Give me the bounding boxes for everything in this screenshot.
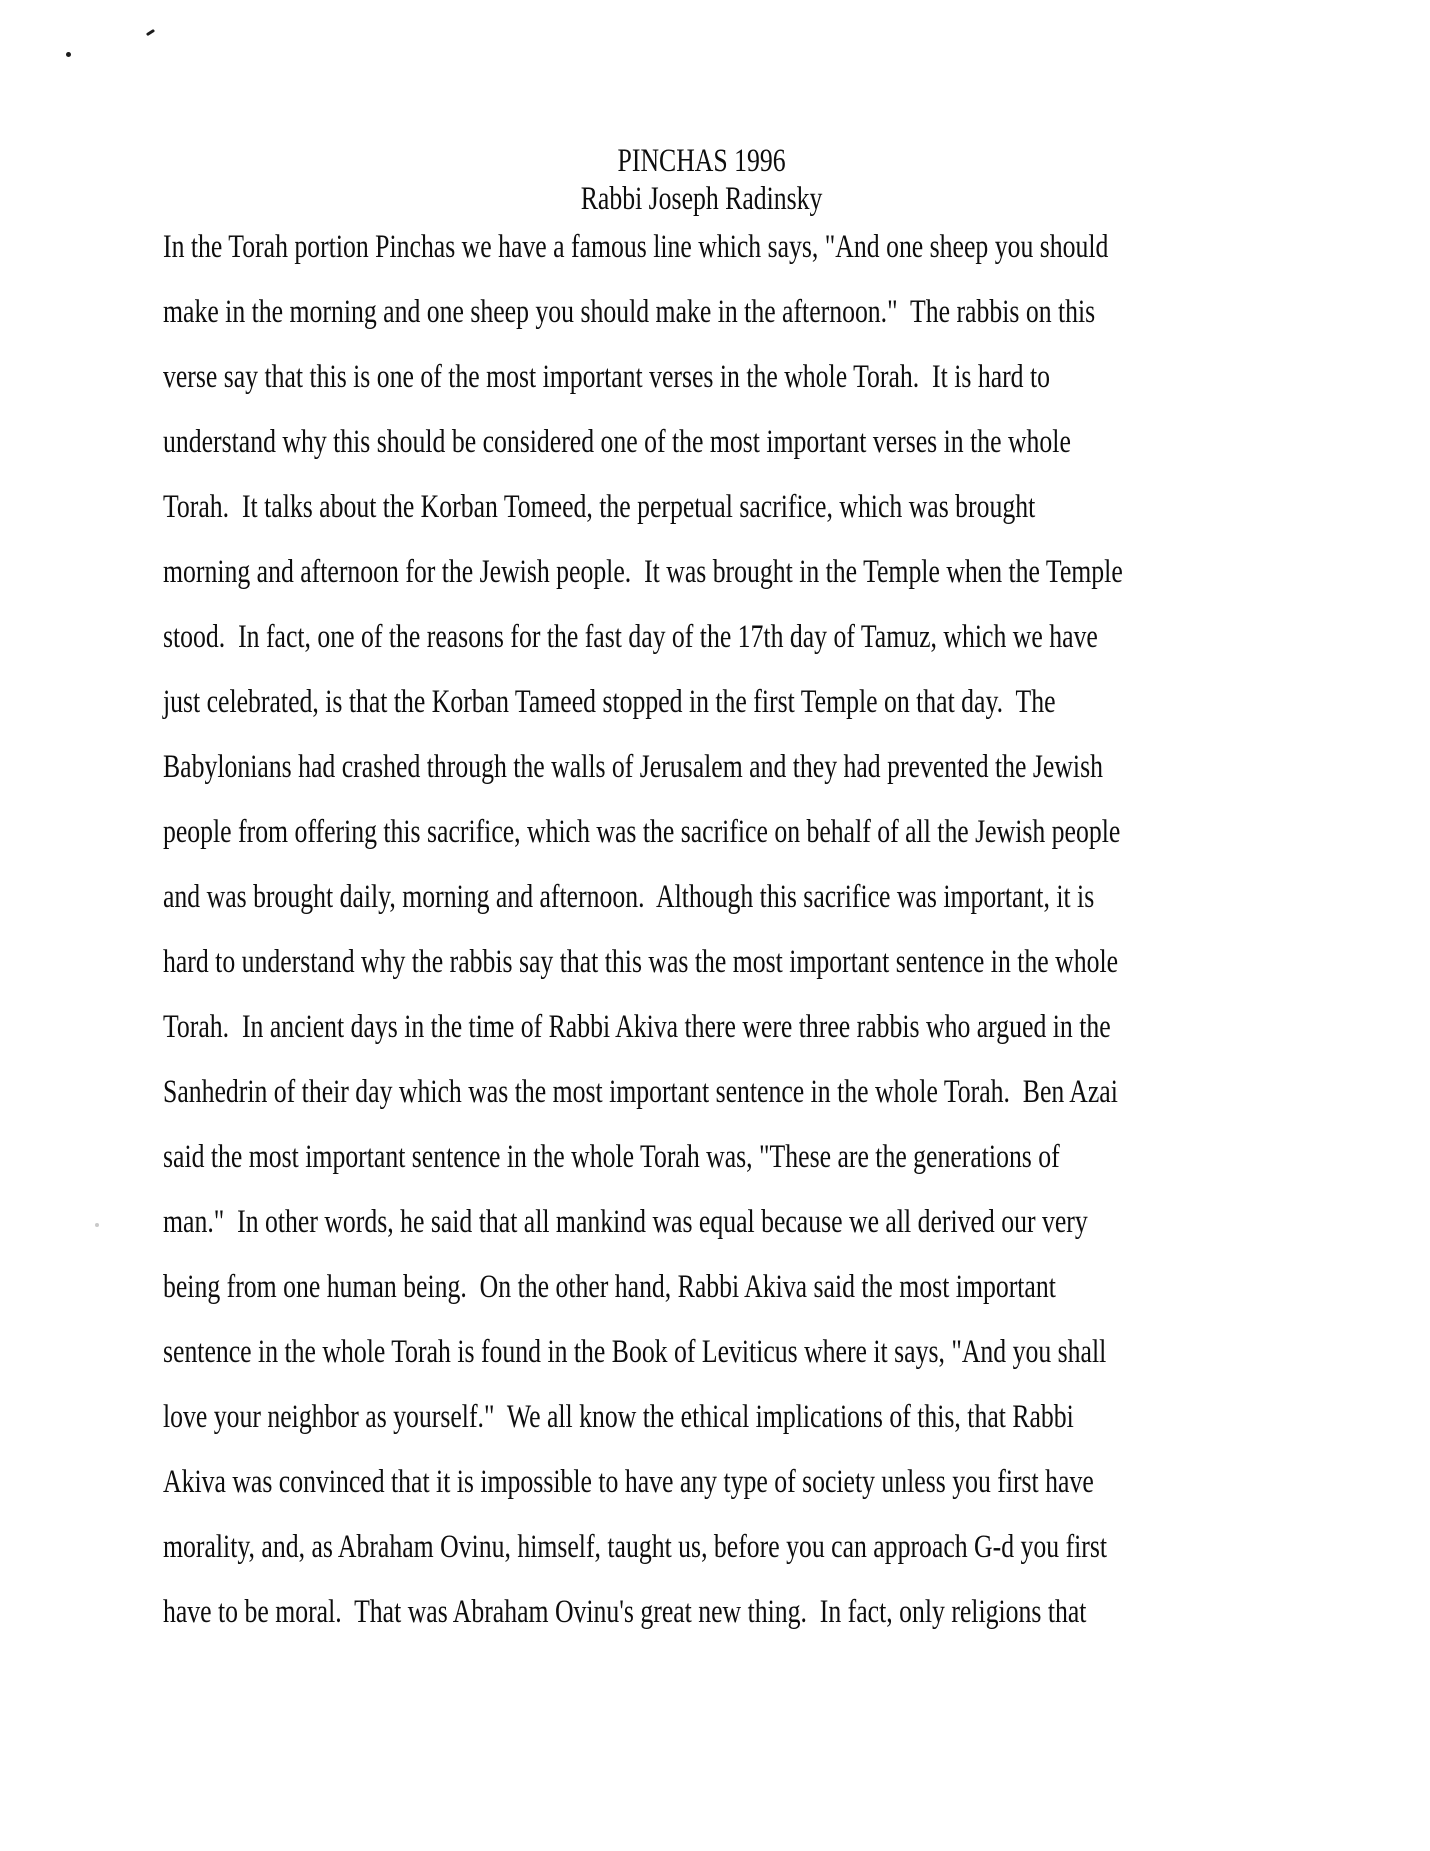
scan-speck <box>95 1223 99 1227</box>
text-line: Sanhedrin of their day which was the most important sentence in the whole Torah. Ben Azai <box>163 1074 1118 1110</box>
text-line: being from one human being. On the other hand, Rabbi Akiva said the most important <box>163 1269 1056 1305</box>
text-line: people from offering this sacrifice, which was the sacrifice on behalf of all the Jewish people <box>163 814 1121 850</box>
text-line: man." In other words, he said that all mankind was equal because we all derived our very <box>163 1204 1088 1240</box>
document-title: PINCHAS 1996 <box>617 143 786 179</box>
text-line: verse say that this is one of the most important verses in the whole Torah. It is hard to <box>163 359 1051 395</box>
text-line: In the Torah portion Pinchas we have a famous line which says, "And one sheep you should <box>163 229 1109 265</box>
text-line: said the most important sentence in the whole Torah was, "These are the generations of <box>163 1139 1060 1175</box>
document-text <box>163 142 1240 1645</box>
text-line: sentence in the whole Torah is found in the Book of Leviticus where it says, "And you shall <box>163 1334 1107 1370</box>
text-line: Torah. It talks about the Korban Tomeed, the perpetual sacrifice, which was brought <box>163 489 1036 525</box>
text-line: make in the morning and one sheep you should make in the afternoon." The rabbis on this <box>163 294 1096 330</box>
text-line: Babylonians had crashed through the walls of Jerusalem and they had prevented the Jewish <box>163 749 1103 785</box>
text-line: morality, and, as Abraham Ovinu, himself, taught us, before you can approach G-d you first <box>163 1529 1108 1565</box>
text-line: stood. In fact, one of the reasons for the fast day of the 17th day of Tamuz, which we have <box>163 619 1098 655</box>
document-body <box>163 215 1240 1645</box>
scan-speck <box>66 52 71 57</box>
text-line: understand why this should be considered one of the most important verses in the whole <box>163 424 1071 460</box>
text-line: hard to understand why the rabbis say that this was the most important sentence in the whole <box>163 944 1119 980</box>
scan-speck <box>146 29 155 36</box>
text-line: and was brought daily, morning and afternoon. Although this sacrifice was important, it is <box>163 879 1095 915</box>
document-author: Rabbi Joseph Radinsky <box>580 181 823 217</box>
text-line: Akiva was convinced that it is impossible to have any type of society unless you first have <box>163 1464 1094 1500</box>
text-line: morning and afternoon for the Jewish people. It was brought in the Temple when the Temple <box>163 554 1123 590</box>
text-line: love your neighbor as yourself." We all know the ethical implications of this, that Rabbi <box>163 1399 1074 1435</box>
text-line: just celebrated, is that the Korban Tameed stopped in the first Temple on that day. The <box>163 684 1056 720</box>
text-line: have to be moral. That was Abraham Ovinu's great new thing. In fact, only religions that <box>163 1594 1087 1630</box>
text-line: Torah. In ancient days in the time of Rabbi Akiva there were three rabbis who argued in the <box>163 1009 1111 1045</box>
